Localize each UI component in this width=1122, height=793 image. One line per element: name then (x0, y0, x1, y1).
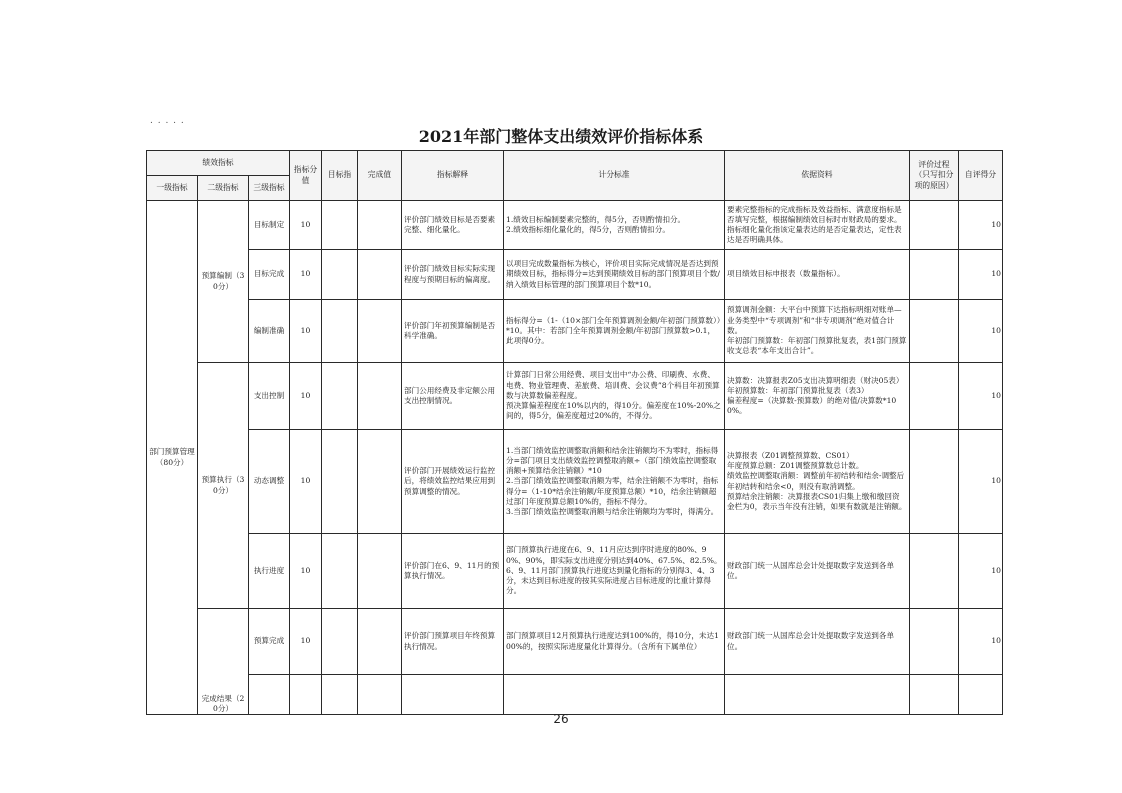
basis-cell: 项目绩效目标申报表（数量指标）。 (725, 250, 910, 300)
self-score-cell: 10 (959, 201, 1003, 250)
completion-cell (358, 430, 402, 534)
self-score-cell: 10 (959, 534, 1003, 609)
score-cell: 10 (290, 363, 322, 430)
table-row (147, 201, 1003, 250)
score-cell: 10 (290, 609, 322, 675)
level2-cell-g2: 预算执行（30分） (198, 363, 249, 609)
table-row (147, 300, 1003, 363)
table-row (147, 430, 1003, 534)
score-cell: 10 (290, 300, 322, 363)
explanation-cell: 评价部门绩效目标是否要素完整、细化量化。 (402, 201, 504, 250)
process-cell (910, 300, 959, 363)
indicator-table (146, 150, 1003, 715)
document-title: 2021年部门整体支出绩效评价指标体系 (418, 127, 704, 146)
self-score-cell: 10 (959, 363, 1003, 430)
process-cell (910, 675, 959, 715)
self-score-cell (959, 675, 1003, 715)
level3-cell: 执行进度 (249, 534, 290, 609)
score-cell: 10 (290, 430, 322, 534)
table-row (147, 609, 1003, 675)
process-cell (910, 430, 959, 534)
target-cell (322, 250, 358, 300)
level3-cell (249, 675, 290, 715)
standard-cell: 部门预算项目12月预算执行进度达到100%的，得10分，未达100%的，按照实际进度量化计算得分。（含所有下属单位） (504, 609, 725, 675)
basis-cell: 财政部门统一从国库总会计处提取数字发送到各单位。 (725, 609, 910, 675)
level3-cell: 目标制定 (249, 201, 290, 250)
standard-cell: 以项目完成数量指标为核心，评价项目实际完成情况是否达到预期绩效目标，指标得分=达到预期绩效目标的部门预算项目个数/纳入绩效目标管理的部门预算项目个数*10。 (504, 250, 725, 300)
target-cell (322, 609, 358, 675)
table-row (147, 675, 1003, 715)
basis-cell: 决算报表（Z01调整预算数、CS01） 年度预算总额：Z01调整预算数总计数。 绩效监控调整取消额：调整前年初结转和结余-调整后年初结转和结余<0，则没有取消调整。 预算结余注销额：决算报表CS01归集上缴和缴回资金栏为0，表示当年没有注销，如果有数就是注销额。 (725, 430, 910, 534)
score-cell: 10 (290, 250, 322, 300)
header-indicator-group: 绩效指标 (147, 151, 290, 176)
completion-cell (358, 363, 402, 430)
process-cell (910, 609, 959, 675)
table-viewport (146, 150, 1004, 713)
self-score-cell: 10 (959, 300, 1003, 363)
level3-cell: 目标完成 (249, 250, 290, 300)
standard-cell (504, 675, 725, 715)
completion-cell (358, 201, 402, 250)
level1-cell: 部门预算管理（80分） (147, 201, 198, 715)
standard-cell: 部门预算执行进度在6、9、11月应达到序时进度的80%、90%、90%，即实际支出进度分别达到40%、67.5%、82.5%。 6、9、11月部门预算执行进度达到量化指标的分别得3、4、3分，未达到目标进度的按其实际进度占目标进度的比重计算得分。 (504, 534, 725, 609)
target-cell (322, 201, 358, 250)
completion-cell (358, 300, 402, 363)
completion-cell (358, 609, 402, 675)
explanation-cell: 评价部门开展绩效运行监控后，将绩效监控结果应用到预算调整的情况。 (402, 430, 504, 534)
completion-cell (358, 675, 402, 715)
standard-cell: 1.绩效目标编制要素完整的，得5分，否则酌情扣分。 2.绩效指标细化量化的，得5分，否则酌情扣分。 (504, 201, 725, 250)
self-score-cell: 10 (959, 609, 1003, 675)
header-process: 评价过程（只写扣分项的原因） (910, 151, 959, 201)
basis-cell: 财政部门统一从国库总会计处提取数字发送到各单位。 (725, 534, 910, 609)
explanation-cell (402, 675, 504, 715)
standard-cell: 指标得分=（1-（10×部门全年预算调剂金额/年初部门预算数））*10。其中：若部门全年预算调剂金额/年初部门预算数>0.1，此项得0分。 (504, 300, 725, 363)
score-cell (290, 675, 322, 715)
table-row (147, 534, 1003, 609)
process-cell (910, 363, 959, 430)
header-level3: 三级指标 (249, 176, 290, 201)
completion-cell (358, 250, 402, 300)
level2-cell-g3: 完成结果（20分） (198, 609, 249, 715)
header-level1: 一级指标 (147, 176, 198, 201)
explanation-cell: 评价部门在6、9、11月的预算执行情况。 (402, 534, 504, 609)
target-cell (322, 534, 358, 609)
header-self-score: 自评得分 (959, 151, 1003, 201)
page-number: 26 (553, 712, 569, 726)
header-explanation: 指标解释 (402, 151, 504, 201)
basis-cell: 决算数：决算报表Z05支出决算明细表（财决05表） 年初预算数：年初部门预算批复表（表3） 偏差程度=（决算数-预算数）的绝对值/决算数*100%。 (725, 363, 910, 430)
level2-cell-g1: 预算编制（30分） (198, 201, 249, 363)
header-dots: . . . . . (150, 116, 185, 126)
header-basis: 依据资料 (725, 151, 910, 201)
header-completion: 完成值 (358, 151, 402, 201)
table-row (147, 363, 1003, 430)
level3-cell: 动态调整 (249, 430, 290, 534)
basis-cell (725, 675, 910, 715)
self-score-cell: 10 (959, 430, 1003, 534)
explanation-cell: 评价部门绩效目标实际实现程度与预期目标的偏离度。 (402, 250, 504, 300)
completion-cell (358, 534, 402, 609)
process-cell (910, 201, 959, 250)
target-cell (322, 430, 358, 534)
level3-cell: 编制准确 (249, 300, 290, 363)
self-score-cell: 10 (959, 250, 1003, 300)
explanation-cell: 评价部门预算项目年终预算执行情况。 (402, 609, 504, 675)
basis-cell: 要素完整指标的完成指标及效益指标、满意度指标是否填写完整，根据编制绩效目标时市财政局的要求。指标细化量化指该定量表达的是否定量表达，定性表达是否明确具体。 (725, 201, 910, 250)
header-level2: 二级指标 (198, 176, 249, 201)
target-cell (322, 363, 358, 430)
standard-cell: 1.当部门绩效监控调整取消额和结余注销额均不为零时，指标得分=部门项目支出绩效监控调整取消额÷（部门绩效监控调整取消额+预算结余注销额）*10 2.当部门绩效监控调整取消额为零，结余注销额不为零时，指标得分=（1-10*结余注销额/年度预算总额）*10，结余注销额超过部门年度预算总额10%的，指标不得分。 3.当部门绩效监控调整取消额与结余注销额均为零时，得满分。 (504, 430, 725, 534)
header-standard: 计分标准 (504, 151, 725, 201)
score-cell: 10 (290, 201, 322, 250)
target-cell (322, 675, 358, 715)
basis-cell: 预算调剂金额：大平台中预算下达指标明细对账单—业务类型中“专项调剂”和“非专项调剂”绝对值合计数。 年初部门预算数：年初部门预算批复表，表1部门预算收支总表“本年支出合计”。 (725, 300, 910, 363)
process-cell (910, 250, 959, 300)
header-score: 指标分值 (290, 151, 322, 201)
header-target: 目标指 (322, 151, 358, 201)
explanation-cell: 评价部门年初预算编制是否科学准确。 (402, 300, 504, 363)
table-row (147, 250, 1003, 300)
level3-cell: 支出控制 (249, 363, 290, 430)
process-cell (910, 534, 959, 609)
score-cell: 10 (290, 534, 322, 609)
level3-cell: 预算完成 (249, 609, 290, 675)
explanation-cell: 部门公用经费及非定额公用支出控制情况。 (402, 363, 504, 430)
standard-cell: 计算部门日常公用经费、项目支出中“办公费、印刷费、水费、电费、物业管理费、差旅费、培训费、会议费”8个科目年初预算数与决算数偏差程度。 预决算偏差程度在10%以内的，得10分。偏差度在10%-20%之间的，得5分，偏差度超过20%的，不得分。 (504, 363, 725, 430)
target-cell (322, 300, 358, 363)
